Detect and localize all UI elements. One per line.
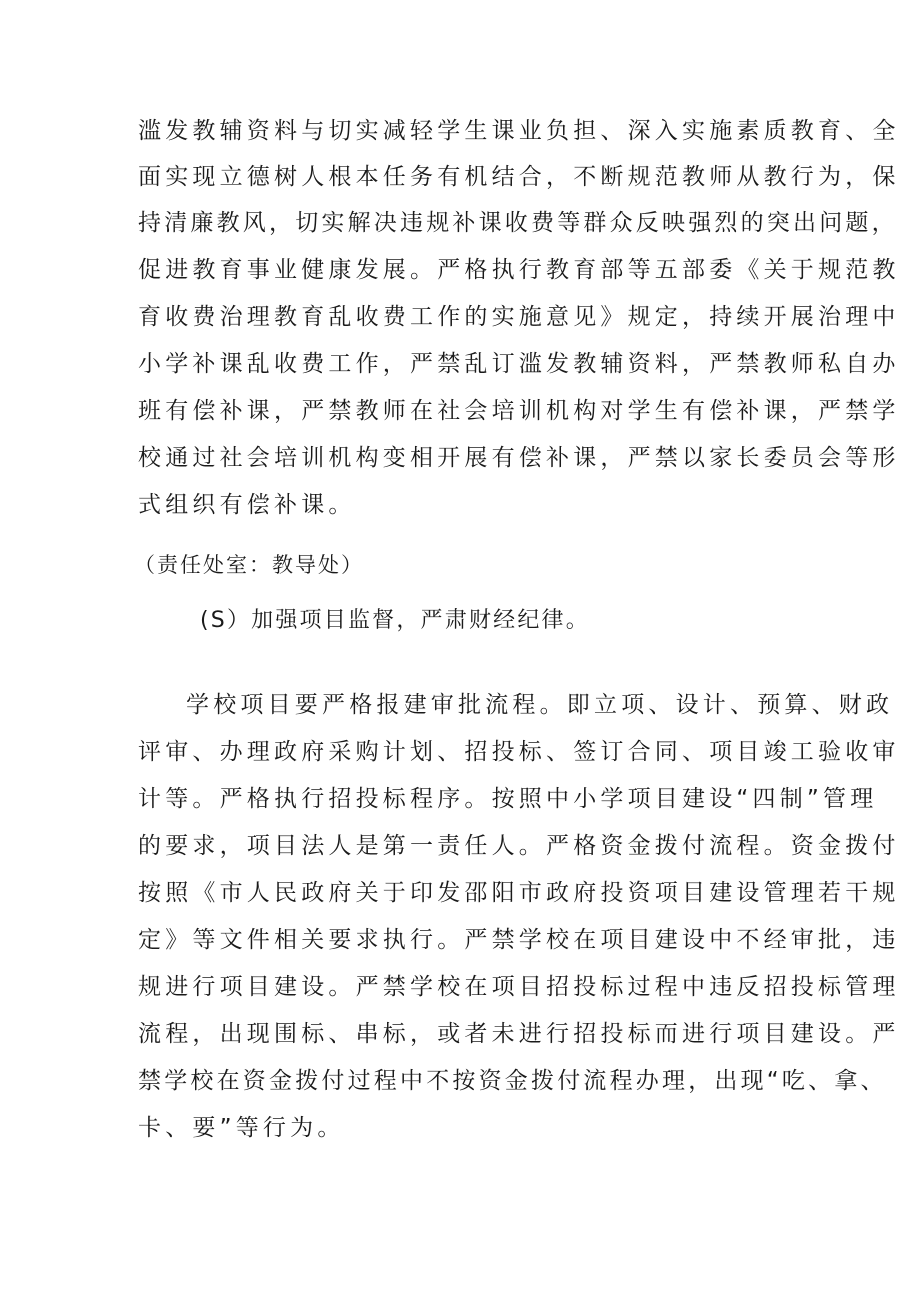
paragraph2-line-10: 卡、要”等行为。: [138, 1115, 345, 1141]
paragraph2-line-3: 计等。严格执行招投标程序。按照中小学项目建设“四制”管理: [138, 786, 878, 812]
paragraph2-line-4: 的要求，项目法人是第一责任人。严格资金拨付流程。资金拨付: [138, 833, 900, 859]
paragraph2-line-9: 禁学校在资金拨付过程中不按资金拨付流程办理，出现“吃、拿、: [138, 1068, 887, 1094]
paragraph1-line-9: 式组织有偿补课。: [138, 492, 356, 518]
section-heading: (S）加强项目监督，严肃财经纪律。: [200, 608, 590, 633]
paragraph1-line-5: 育收费治理教育乱收费工作的实施意见》规定，持续开展治理中: [138, 304, 900, 330]
paragraph1-line-7: 班有偿补课，严禁教师在社会培训机构对学生有偿补课，严禁学: [138, 398, 900, 424]
paragraph1-line-4: 促进教育事业健康发展。严格执行教育部等五部委《关于规范教: [138, 257, 900, 283]
paragraph1-line-8: 校通过社会培训机构变相开展有偿补课，严禁以家长委员会等形: [138, 445, 900, 471]
paragraph1-line-2: 面实现立德树人根本任务有机结合，不断规范教师从教行为，保: [138, 164, 900, 190]
responsibility-note: （责任处室：教导处）: [134, 553, 364, 577]
paragraph2-line-6: 定》等文件相关要求执行。严禁学校在项目建设中不经审批，违: [138, 927, 900, 953]
paragraph2-line-8: 流程，出现围标、串标，或者未进行招投标而进行项目建设。严: [138, 1021, 900, 1047]
paragraph2-line-1: 学校项目要严格报建审批流程。即立项、设计、预算、财政: [186, 692, 894, 718]
paragraph2-line-7: 规进行项目建设。严禁学校在项目招投标过程中违反招投标管理: [138, 974, 900, 1000]
paragraph1-line-1: 滥发教辅资料与切实减轻学生课业负担、深入实施素质教育、全: [138, 118, 900, 144]
paragraph2-line-2: 评审、办理政府采购计划、招投标、签订合同、项目竣工验收审: [138, 739, 900, 765]
paragraph2-line-5: 按照《市人民政府关于印发邵阳市政府投资项目建设管理若干规: [138, 880, 900, 906]
paragraph1-line-3: 持清廉教风，切实解决违规补课收费等群众反映强烈的突出问题，: [138, 210, 898, 236]
paragraph1-line-6: 小学补课乱收费工作，严禁乱订滥发教辅资料，严禁教师私自办: [138, 351, 900, 377]
